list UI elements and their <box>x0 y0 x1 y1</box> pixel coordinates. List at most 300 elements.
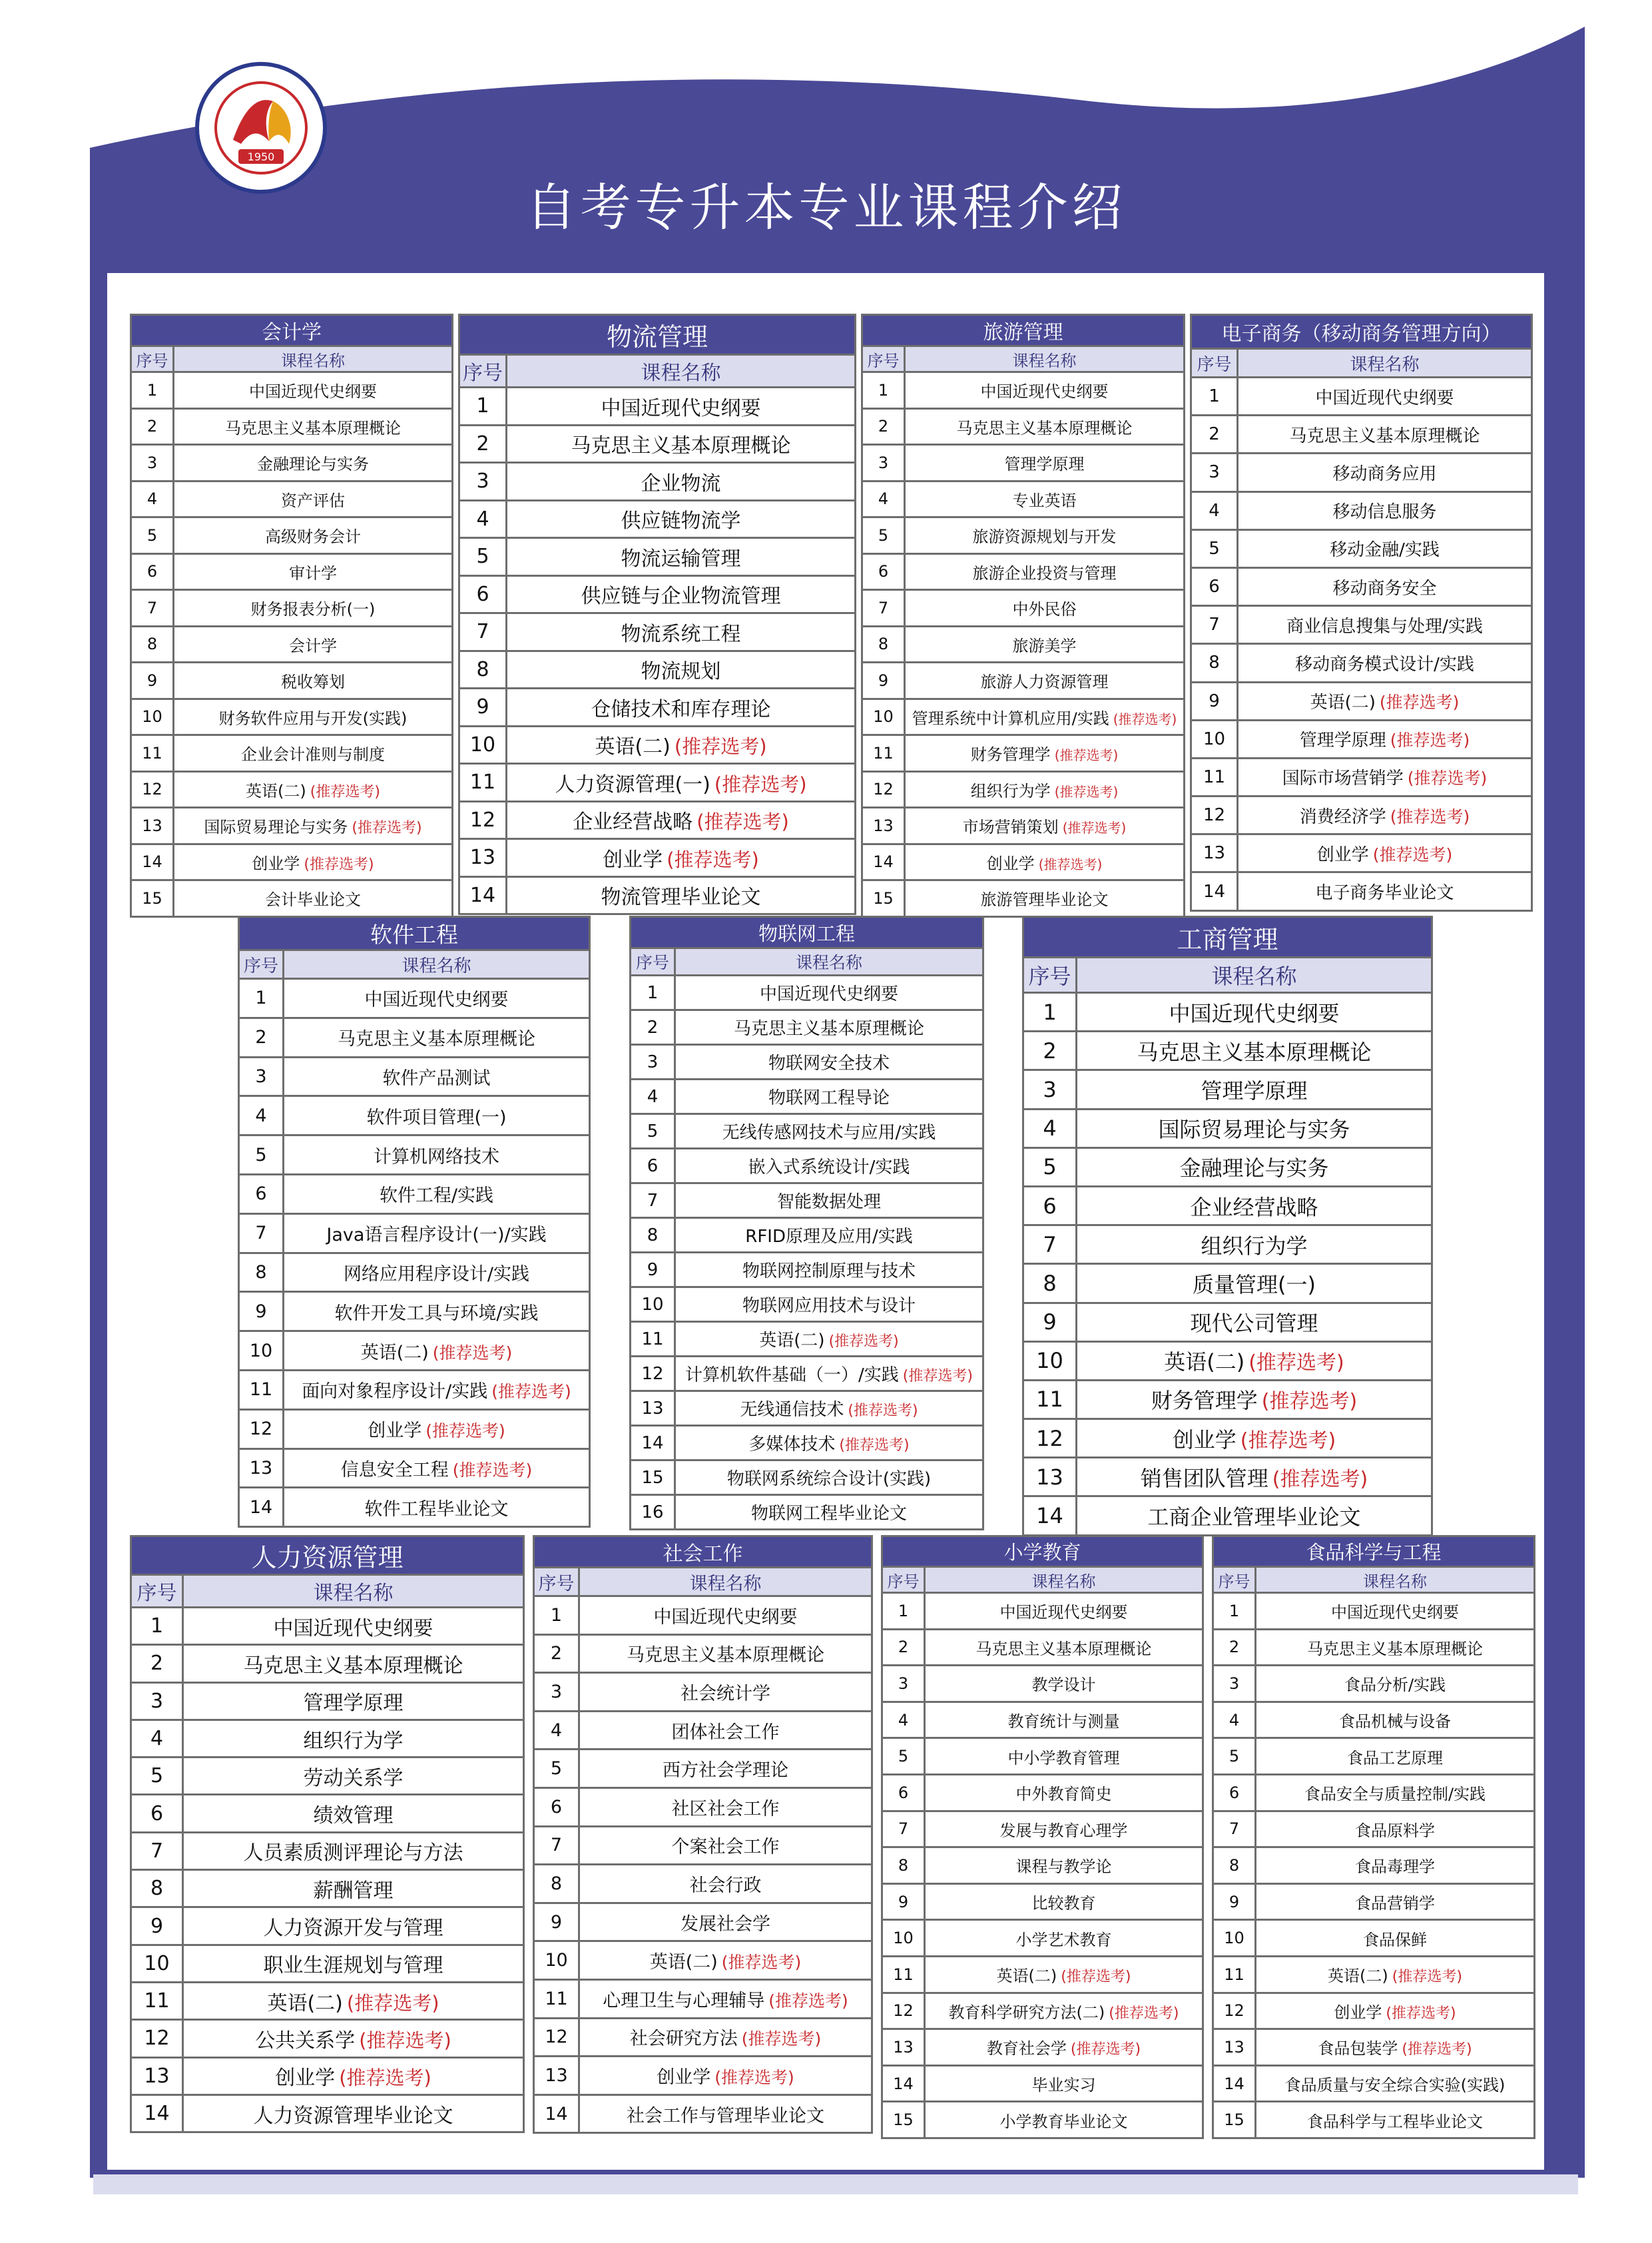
row-number: 1 <box>131 372 174 409</box>
course-name <box>1077 1109 1432 1147</box>
course-name <box>675 1149 983 1183</box>
course-name <box>174 517 453 554</box>
course-name-text: 创业学 <box>1172 1427 1237 1452</box>
table-row <box>131 844 453 880</box>
course-name-text: 个案社会工作 <box>671 1837 780 1858</box>
course-name-text: 移动金融/实践 <box>1330 540 1440 561</box>
course-name <box>1077 1032 1432 1070</box>
course-name-text: 物联网工程毕业论文 <box>751 1504 908 1524</box>
course-name <box>925 1629 1203 1666</box>
course-name <box>284 1331 590 1371</box>
column-header-course: 课程名称 <box>579 1568 872 1596</box>
course-name <box>183 1982 524 2019</box>
course-name-text: 创业学 <box>275 2067 336 2090</box>
table-row <box>1191 720 1532 758</box>
table-row <box>459 388 856 426</box>
table-row <box>459 801 856 839</box>
recommended-tag: (推荐选考) <box>1240 1429 1336 1452</box>
table-row <box>459 764 856 802</box>
course-name <box>183 1720 524 1757</box>
row-number: 14 <box>631 1426 675 1460</box>
course-name-text: 团体社会工作 <box>671 1722 780 1743</box>
course-name-text: 消费经济学 <box>1299 806 1386 827</box>
course-table-tourism <box>861 314 1185 918</box>
course-name-text: 人力资源开发与管理 <box>263 1917 443 1941</box>
table-row <box>862 699 1185 735</box>
row-number: 4 <box>862 481 905 517</box>
table-row <box>1213 1993 1535 2029</box>
course-name <box>174 481 453 517</box>
course-name <box>675 1495 983 1530</box>
table-row <box>131 1907 524 1945</box>
table-title: 物联网工程 <box>631 917 983 948</box>
row-number: 9 <box>131 663 174 699</box>
table-row <box>862 481 1185 517</box>
course-name <box>507 500 856 538</box>
course-name-text: 马克思主义基本原理概论 <box>243 1654 463 1678</box>
course-name <box>1256 1847 1535 1884</box>
table-row <box>631 1045 983 1080</box>
row-number: 12 <box>1191 797 1238 834</box>
recommended-tag: (推荐选考) <box>1054 747 1119 764</box>
row-number: 1 <box>862 372 905 409</box>
table-row <box>862 663 1185 699</box>
course-name-text: 物流系统工程 <box>621 622 741 646</box>
table-title: 旅游管理 <box>862 315 1185 346</box>
course-name-text: 信息安全工程 <box>340 1459 449 1480</box>
recommended-tag: (推荐选考) <box>1061 1969 1131 1986</box>
table-title: 物流管理 <box>459 315 856 355</box>
table-row <box>459 538 856 576</box>
row-number: 8 <box>631 1218 675 1253</box>
course-name <box>174 590 453 627</box>
table-row <box>1191 606 1532 644</box>
course-name <box>1256 2029 1535 2066</box>
course-name-text: 软件产品测试 <box>382 1068 491 1089</box>
row-number: 11 <box>131 1982 183 2019</box>
row-number: 14 <box>1023 1496 1077 1535</box>
table-row <box>1213 1883 1535 1920</box>
row-number: 12 <box>534 2018 579 2057</box>
course-name <box>675 1426 983 1460</box>
row-number: 6 <box>862 553 905 590</box>
table-header-row <box>131 346 453 372</box>
course-name <box>174 445 453 481</box>
course-name <box>579 1787 872 1826</box>
table-row <box>862 880 1185 917</box>
row-number: 7 <box>1191 606 1238 644</box>
course-name <box>284 979 590 1018</box>
course-name-text: 市场营销策划 <box>962 818 1059 837</box>
course-table-human-resources <box>130 1535 525 2133</box>
row-number: 5 <box>239 1135 284 1175</box>
course-name-text: 无线传感网技术与应用/实践 <box>722 1123 936 1143</box>
course-name-text: 社会统计学 <box>681 1683 770 1704</box>
course-name-text: 中国近现代史纲要 <box>1331 1603 1459 1622</box>
row-number: 3 <box>1213 1666 1256 1702</box>
course-name-text: 财务管理学 <box>1151 1388 1258 1414</box>
course-name <box>905 481 1185 517</box>
recommended-tag: (推荐选考) <box>1109 2005 1179 2022</box>
table-row <box>631 1114 983 1149</box>
row-number: 3 <box>862 445 905 481</box>
course-name <box>1077 1341 1432 1380</box>
course-name-text: 多媒体技术 <box>748 1435 836 1454</box>
course-name <box>1256 1666 1535 1702</box>
table-row <box>862 626 1185 663</box>
course-name-text: 马克思主义基本原理概论 <box>1289 426 1480 446</box>
row-number: 9 <box>459 689 507 727</box>
course-name-text: 英语(二) <box>759 1331 825 1351</box>
course-name-text: 移动商务模式设计/实践 <box>1295 654 1474 675</box>
row-number: 15 <box>131 880 174 917</box>
course-name-text: RFID原理及应用/实践 <box>745 1227 913 1247</box>
course-name <box>174 844 453 880</box>
table-row <box>882 1920 1203 1957</box>
recommended-tag: (推荐选考) <box>359 2029 451 2052</box>
table-row <box>862 517 1185 554</box>
row-number: 4 <box>239 1096 284 1135</box>
table-row <box>1023 1458 1432 1496</box>
course-name <box>1238 720 1532 758</box>
row-number: 11 <box>131 735 174 772</box>
course-name-text: 管理学原理 <box>303 1692 404 1716</box>
table-row <box>534 1711 872 1750</box>
table-row <box>131 590 453 627</box>
course-name-text: 国际市场营销学 <box>1282 769 1404 789</box>
table-row <box>1023 1419 1432 1458</box>
course-name <box>1256 1883 1535 1920</box>
table-row <box>131 1608 524 1645</box>
table-row <box>882 1883 1203 1920</box>
row-number: 8 <box>1191 644 1238 682</box>
course-name <box>1256 1811 1535 1847</box>
course-name <box>1238 454 1532 491</box>
recommended-tag: (推荐选考) <box>304 856 374 873</box>
row-number: 9 <box>631 1253 675 1287</box>
recommended-tag: (推荐选考) <box>696 810 789 834</box>
table-row <box>534 2018 872 2057</box>
course-name <box>1256 1702 1535 1738</box>
course-name-text: 食品科学与工程毕业论文 <box>1307 2112 1483 2131</box>
table-row <box>1213 1956 1535 1993</box>
table-row <box>239 1057 590 1096</box>
table-row <box>862 553 1185 590</box>
row-number: 4 <box>131 1720 183 1757</box>
table-header-row <box>1023 958 1432 993</box>
course-name <box>925 2029 1203 2066</box>
course-name <box>284 1448 590 1488</box>
row-number: 1 <box>1023 993 1077 1032</box>
table-row <box>131 1870 524 1907</box>
row-number: 13 <box>459 839 507 877</box>
course-name-text: 马克思主义基本原理概论 <box>225 418 401 438</box>
row-number: 10 <box>1191 720 1238 758</box>
course-name <box>925 1920 1203 1957</box>
table-row <box>1213 1593 1535 1630</box>
table-row <box>862 808 1185 844</box>
recommended-tag: (推荐选考) <box>352 820 422 837</box>
row-number: 2 <box>631 1010 675 1045</box>
course-name-text: 中国近现代史纲要 <box>249 382 377 402</box>
course-name-text: 金融理论与实务 <box>257 455 369 474</box>
course-name <box>579 2018 872 2057</box>
course-name-text: 中外教育简史 <box>1015 1785 1112 1804</box>
row-number: 5 <box>534 1750 579 1788</box>
table-row <box>534 1673 872 1712</box>
row-number: 6 <box>131 1795 183 1832</box>
course-name <box>174 880 453 917</box>
course-name <box>183 1795 524 1832</box>
course-name <box>925 1883 1203 1920</box>
course-name-text: 食品质量与安全综合实验(实践) <box>1284 2076 1506 2095</box>
table-row <box>882 1956 1203 1993</box>
row-number: 7 <box>862 590 905 627</box>
course-name <box>579 1711 872 1750</box>
course-name-text: 食品工艺原理 <box>1347 1748 1443 1767</box>
course-name-text: 小学教育毕业论文 <box>999 2112 1128 2131</box>
recommended-tag: (推荐选考) <box>839 1437 910 1454</box>
row-number: 11 <box>534 1979 579 2018</box>
table-row <box>1213 1666 1535 1702</box>
course-name-text: 中国近现代史纲要 <box>364 990 509 1011</box>
course-name-text: 物流规划 <box>641 660 721 684</box>
recommended-tag: (推荐选考) <box>1038 856 1103 872</box>
row-number: 13 <box>1213 2029 1256 2066</box>
table-row <box>131 1982 524 2019</box>
table-row <box>1023 1264 1432 1303</box>
course-name <box>675 1218 983 1253</box>
course-name <box>183 2020 524 2057</box>
course-name-text: 物联网系统综合设计(实践) <box>726 1469 932 1489</box>
table-row <box>1023 1303 1432 1341</box>
table-row <box>1023 1070 1432 1109</box>
course-name-text: 马克思主义基本原理概论 <box>975 1639 1152 1658</box>
course-name-text: 英语(二) <box>360 1342 429 1363</box>
course-name-text: 英语(二) <box>1164 1349 1245 1375</box>
row-number: 8 <box>459 651 507 689</box>
table-row <box>459 839 856 877</box>
table-row <box>131 445 453 481</box>
course-name-text: 高级财务会计 <box>265 527 361 547</box>
row-number: 6 <box>239 1174 284 1213</box>
row-number: 8 <box>131 1870 183 1907</box>
course-name <box>1256 1593 1535 1630</box>
course-name-text: 物联网应用技术与设计 <box>742 1296 916 1316</box>
course-name-text: 创业学 <box>1316 844 1369 865</box>
row-number: 13 <box>131 2057 183 2094</box>
row-number: 14 <box>239 1488 284 1527</box>
course-name <box>675 976 983 1010</box>
table-header-row <box>862 346 1185 372</box>
table-row <box>239 1409 590 1448</box>
course-name <box>1077 1264 1432 1303</box>
table-row <box>1023 1186 1432 1225</box>
course-table-iot-engineering <box>629 916 984 1530</box>
course-name-text: 网络应用程序设计/实践 <box>343 1263 530 1285</box>
row-number: 7 <box>1213 1811 1256 1847</box>
course-name <box>579 1826 872 1865</box>
recommended-tag: (推荐选考) <box>902 1368 973 1385</box>
course-name <box>905 408 1185 445</box>
course-name-text: 物联网工程导论 <box>768 1088 890 1108</box>
row-number: 11 <box>239 1370 284 1409</box>
course-name <box>507 425 856 463</box>
table-row <box>631 1322 983 1357</box>
row-number: 7 <box>239 1213 284 1253</box>
course-name-text: 企业经营战略 <box>573 810 693 834</box>
course-name <box>284 1292 590 1331</box>
row-number: 3 <box>1023 1070 1077 1109</box>
table-row <box>1191 758 1532 796</box>
table-row <box>1213 1847 1535 1884</box>
column-header-course: 课程名称 <box>1077 958 1432 993</box>
course-name-text: 组织行为学 <box>1201 1233 1308 1259</box>
course-name-text: 计算机网络技术 <box>374 1146 499 1167</box>
row-number: 8 <box>1023 1264 1077 1303</box>
table-row <box>1023 1032 1432 1070</box>
table-row <box>131 517 453 554</box>
row-number: 3 <box>1191 454 1238 491</box>
recommended-tag: (推荐选考) <box>339 2067 431 2090</box>
column-header-no: 序号 <box>534 1568 579 1596</box>
row-number: 2 <box>534 1634 579 1673</box>
course-name-text: 企业物流 <box>641 472 721 495</box>
row-number: 10 <box>631 1287 675 1322</box>
row-number: 1 <box>631 976 675 1010</box>
table-row <box>882 2029 1203 2066</box>
table-row <box>631 1357 983 1391</box>
table-row <box>1023 1109 1432 1147</box>
table-row <box>534 2094 872 2133</box>
course-name <box>1238 758 1532 796</box>
table-row <box>131 808 453 844</box>
table-row <box>239 979 590 1018</box>
course-name-text: 社会行政 <box>689 1875 762 1896</box>
row-number: 7 <box>1023 1225 1077 1264</box>
table-row <box>534 1941 872 1980</box>
course-name <box>174 626 453 663</box>
course-name <box>174 771 453 808</box>
table-row <box>239 1370 590 1409</box>
row-number: 5 <box>1213 1738 1256 1775</box>
course-name-text: 英语(二) <box>267 1991 343 2015</box>
course-name <box>675 1357 983 1391</box>
course-name <box>1238 378 1532 416</box>
course-name-text: 马克思主义基本原理概论 <box>734 1019 925 1039</box>
recommended-tag: (推荐选考) <box>828 1333 899 1350</box>
row-number: 9 <box>1213 1883 1256 1920</box>
course-name <box>1238 567 1532 605</box>
table-header-row <box>1213 1567 1535 1593</box>
row-number: 1 <box>131 1608 183 1645</box>
course-name <box>579 1979 872 2018</box>
row-number: 1 <box>1213 1593 1256 1630</box>
row-number: 9 <box>1191 682 1238 720</box>
recommended-tag: (推荐选考) <box>1070 2041 1141 2059</box>
course-name <box>675 1183 983 1218</box>
table-row <box>862 372 1185 409</box>
row-number: 15 <box>862 880 905 917</box>
row-number: 5 <box>1191 529 1238 567</box>
table-row <box>882 1629 1203 1666</box>
table-row <box>239 1488 590 1527</box>
course-name <box>579 2094 872 2133</box>
column-header-course: 课程名称 <box>675 948 983 976</box>
table-row <box>862 735 1185 772</box>
table-title: 电子商务（移动商务管理方向） <box>1191 315 1532 349</box>
course-name <box>1077 1496 1432 1535</box>
course-name <box>1077 1186 1432 1225</box>
row-number: 7 <box>459 613 507 651</box>
table-row <box>239 1448 590 1488</box>
row-number: 9 <box>534 1903 579 1941</box>
course-name <box>1238 797 1532 834</box>
course-name <box>905 844 1185 880</box>
table-row <box>239 1135 590 1175</box>
table-row <box>459 500 856 538</box>
table-row <box>1191 529 1532 567</box>
course-name-text: 英语(二) <box>996 1967 1057 1986</box>
course-name-text: 中国近现代史纲要 <box>653 1606 798 1628</box>
course-name <box>1238 834 1532 872</box>
table-row <box>1191 416 1532 454</box>
course-name <box>1077 1070 1432 1109</box>
course-name-text: 创业学 <box>368 1421 422 1442</box>
course-name <box>925 1956 1203 1993</box>
course-name <box>675 1045 983 1080</box>
table-row <box>1213 1774 1535 1811</box>
row-number: 8 <box>882 1847 925 1884</box>
recommended-tag: (推荐选考) <box>491 1382 571 1402</box>
row-number: 10 <box>862 699 905 735</box>
course-name <box>579 2057 872 2095</box>
row-number: 11 <box>459 764 507 802</box>
row-number: 7 <box>534 1826 579 1865</box>
recommended-tag: (推荐选考) <box>714 773 807 796</box>
course-name-text: 无线通信技术 <box>740 1400 844 1420</box>
row-number: 14 <box>862 844 905 880</box>
row-number: 7 <box>131 590 174 627</box>
table-row <box>459 876 856 914</box>
table-row <box>131 1832 524 1869</box>
course-name-text: 创业学 <box>252 854 300 873</box>
row-number: 8 <box>862 626 905 663</box>
table-row <box>862 590 1185 627</box>
table-row <box>131 408 453 445</box>
course-name-text: 英语(二) <box>1328 1967 1388 1986</box>
row-number: 2 <box>131 408 174 445</box>
table-row <box>1191 682 1532 720</box>
course-table-logistics <box>458 314 856 915</box>
row-number: 1 <box>1191 378 1238 416</box>
row-number: 10 <box>1213 1920 1256 1957</box>
row-number: 4 <box>882 1702 925 1738</box>
course-name <box>905 880 1185 917</box>
course-name-text: 食品机械与设备 <box>1339 1712 1451 1732</box>
course-name <box>1077 1225 1432 1264</box>
row-number: 2 <box>1213 1629 1256 1666</box>
course-name <box>675 1322 983 1357</box>
course-name <box>905 553 1185 590</box>
table-header-row <box>882 1567 1203 1593</box>
table-row <box>239 1292 590 1331</box>
recommended-tag: (推荐选考) <box>1272 1467 1368 1491</box>
course-name-text: 教育统计与测量 <box>1007 1712 1120 1732</box>
course-name <box>183 1907 524 1945</box>
course-name-text: 创业学 <box>657 2067 711 2088</box>
row-number: 12 <box>631 1357 675 1391</box>
